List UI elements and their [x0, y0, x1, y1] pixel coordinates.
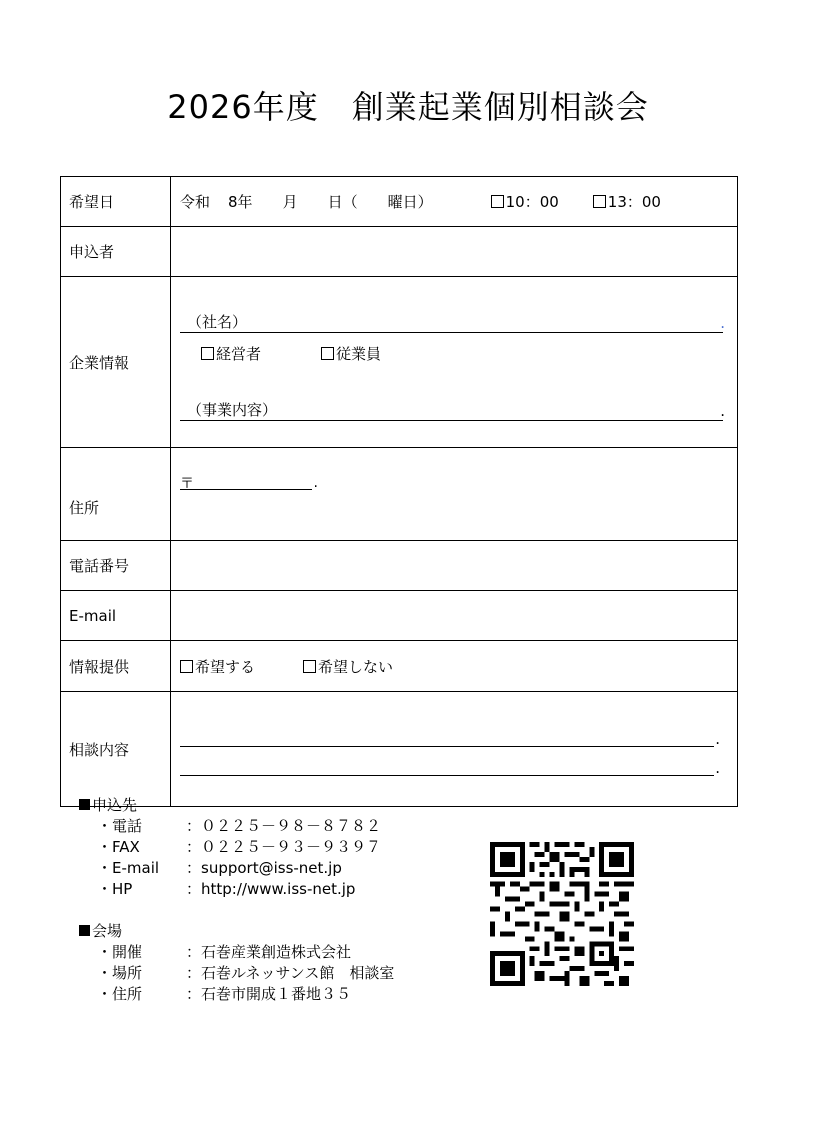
slot2-checkbox[interactable]: [593, 195, 606, 208]
contact-row: [79, 837, 394, 858]
contact-url[interactable]: ：http://www.iss-net.jp: [186, 880, 356, 898]
square-bullet-icon: [79, 925, 90, 936]
contact-row: [79, 816, 394, 837]
company-name-line[interactable]: [180, 311, 723, 333]
contact-info: [79, 795, 394, 1005]
weekday-text: 曜日）: [387, 193, 433, 211]
consult-label: 相談内容: [61, 692, 171, 807]
contact-heading: 申込先: [92, 796, 138, 814]
postal-end: .: [313, 475, 318, 491]
slot1-checkbox[interactable]: [491, 195, 504, 208]
venue-row: [79, 942, 394, 963]
email-field[interactable]: [171, 591, 738, 641]
phone-field[interactable]: [171, 541, 738, 591]
year-text: 8年: [228, 193, 253, 211]
application-form: [60, 176, 738, 807]
applicant-field[interactable]: [171, 227, 738, 277]
company-field[interactable]: [171, 277, 738, 448]
venue-value: ：石巻ルネッサンス館 相談室: [186, 964, 395, 982]
info-label: 情報提供: [61, 641, 171, 692]
phone-label: 電話番号: [61, 541, 171, 591]
employee-checkbox[interactable]: [321, 347, 334, 360]
info-no-label: 希望しない: [318, 657, 394, 676]
info-yes-checkbox[interactable]: [180, 660, 193, 673]
applicant-label: 申込者: [61, 227, 171, 277]
company-name-end: .: [720, 314, 725, 332]
email-label: E-mail: [61, 591, 171, 641]
date-label: 希望日: [61, 177, 171, 227]
slot2-label: 13：00: [607, 193, 661, 211]
consult-field[interactable]: [171, 692, 738, 807]
venue-value: ：石巻市開成１番地３５: [186, 985, 352, 1003]
contact-value: ：０２２５－９８－８７８２: [186, 817, 382, 835]
owner-checkbox[interactable]: [201, 347, 214, 360]
company-name-prefix: （社名）: [187, 313, 248, 331]
contact-key: ・FAX: [97, 838, 140, 856]
address-field[interactable]: [171, 448, 738, 541]
info-yes-label: 希望する: [195, 657, 256, 676]
business-line[interactable]: [180, 399, 723, 421]
venue-row: [79, 984, 394, 1005]
contact-value: ：０２２５－９３－９３９７: [186, 838, 382, 856]
contact-key: ・電話: [97, 817, 143, 835]
venue-heading: 会場: [92, 922, 123, 940]
consult-line-1-end: .: [715, 730, 720, 748]
employee-label: 従業員: [336, 345, 382, 363]
company-label: 企業情報: [61, 277, 171, 448]
venue-key: ・開催: [97, 943, 143, 961]
postal-mark: 〒: [180, 476, 194, 492]
contact-heading-row: [79, 795, 394, 816]
date-field[interactable]: [171, 177, 738, 227]
contact-row: [79, 858, 394, 879]
consult-line-2-end: .: [715, 759, 720, 777]
venue-heading-row: [79, 921, 394, 942]
era-text: 令和: [180, 193, 211, 211]
info-field: [171, 641, 738, 692]
slot1-label: 10：00: [505, 193, 559, 211]
owner-label: 経営者: [216, 345, 262, 363]
month-text: 月: [282, 193, 298, 211]
venue-key: ・場所: [97, 964, 143, 982]
consult-line-2[interactable]: [180, 759, 720, 777]
consult-line-1[interactable]: [180, 730, 720, 748]
venue-key: ・住所: [97, 985, 143, 1003]
venue-row: [79, 963, 394, 984]
contact-key: ・HP: [97, 880, 133, 898]
contact-key: ・E-mail: [97, 859, 160, 877]
venue-value: ：石巻産業創造株式会社: [186, 943, 352, 961]
business-end: .: [720, 402, 725, 420]
contact-row: [79, 879, 394, 900]
address-label: 住所: [61, 448, 171, 541]
postal-line[interactable]: [180, 473, 318, 492]
contact-email[interactable]: ：support@iss-net.jp: [186, 859, 342, 877]
business-prefix: （事業内容）: [187, 401, 278, 419]
role-options: [201, 343, 381, 364]
qr-code-icon[interactable]: [490, 842, 634, 986]
day-text: 日（: [327, 193, 358, 211]
info-no-checkbox[interactable]: [303, 660, 316, 673]
page-title: 2026年度 創業起業個別相談会: [167, 88, 649, 126]
square-bullet-icon: [79, 799, 90, 810]
